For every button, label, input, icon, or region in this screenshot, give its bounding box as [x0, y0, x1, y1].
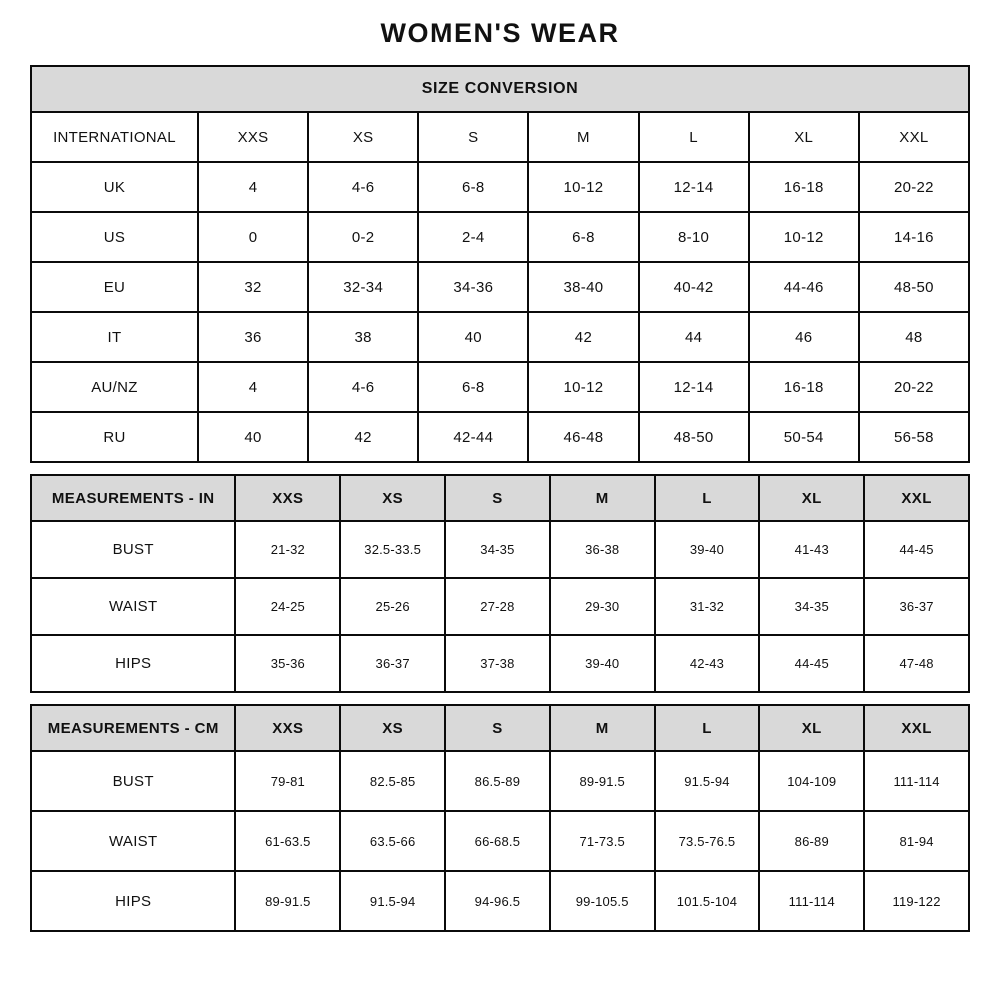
value-cell: 34-36	[418, 262, 528, 312]
value-cell: 81-94	[864, 811, 969, 871]
row-label: US	[31, 212, 198, 262]
column-header-xxl: XXL	[859, 112, 969, 162]
table-row	[31, 521, 969, 578]
value-cell: 34-35	[445, 521, 550, 578]
value-cell: 38	[308, 312, 418, 362]
value-cell: 48-50	[639, 412, 749, 462]
column-header-xl: XL	[759, 475, 864, 521]
value-cell: 86.5-89	[445, 751, 550, 811]
value-cell: 10-12	[749, 212, 859, 262]
value-cell: 104-109	[759, 751, 864, 811]
table-row	[31, 635, 969, 692]
value-cell: 73.5-76.5	[655, 811, 760, 871]
row-label: HIPS	[31, 871, 235, 931]
value-cell: 32	[198, 262, 308, 312]
measurements-cm-header-row	[31, 705, 969, 751]
table-row	[31, 811, 969, 871]
value-cell: 32.5-33.5	[340, 521, 445, 578]
row-label: AU/NZ	[31, 362, 198, 412]
column-header-xs: XS	[340, 705, 445, 751]
value-cell: 47-48	[864, 635, 969, 692]
value-cell: 32-34	[308, 262, 418, 312]
value-cell: 31-32	[655, 578, 760, 635]
value-cell: 10-12	[528, 162, 638, 212]
value-cell: 36-37	[864, 578, 969, 635]
value-cell: 40	[198, 412, 308, 462]
size-conversion-table	[30, 65, 970, 463]
column-header-xl: XL	[759, 705, 864, 751]
value-cell: 35-36	[235, 635, 340, 692]
value-cell: 29-30	[550, 578, 655, 635]
column-header-xxl: XXL	[864, 475, 969, 521]
value-cell: 10-12	[528, 362, 638, 412]
value-cell: 66-68.5	[445, 811, 550, 871]
table-row	[31, 751, 969, 811]
value-cell: 48-50	[859, 262, 969, 312]
value-cell: 0-2	[308, 212, 418, 262]
value-cell: 119-122	[864, 871, 969, 931]
value-cell: 89-91.5	[550, 751, 655, 811]
value-cell: 42-43	[655, 635, 760, 692]
value-cell: 6-8	[528, 212, 638, 262]
value-cell: 46-48	[528, 412, 638, 462]
value-cell: 42-44	[418, 412, 528, 462]
value-cell: 25-26	[340, 578, 445, 635]
value-cell: 4-6	[308, 162, 418, 212]
value-cell: 86-89	[759, 811, 864, 871]
value-cell: 41-43	[759, 521, 864, 578]
value-cell: 101.5-104	[655, 871, 760, 931]
value-cell: 27-28	[445, 578, 550, 635]
value-cell: 99-105.5	[550, 871, 655, 931]
measurements-cm-table	[30, 704, 970, 932]
value-cell: 40-42	[639, 262, 749, 312]
column-header-s: S	[445, 475, 550, 521]
table-row	[31, 312, 969, 362]
row-label: UK	[31, 162, 198, 212]
value-cell: 6-8	[418, 362, 528, 412]
value-cell: 4	[198, 362, 308, 412]
value-cell: 44-45	[759, 635, 864, 692]
size-conversion-banner-row	[31, 66, 969, 112]
value-cell: 4-6	[308, 362, 418, 412]
value-cell: 12-14	[639, 362, 749, 412]
value-cell: 111-114	[864, 751, 969, 811]
value-cell: 91.5-94	[340, 871, 445, 931]
column-header-s: S	[445, 705, 550, 751]
value-cell: 38-40	[528, 262, 638, 312]
row-label: WAIST	[31, 578, 235, 635]
value-cell: 21-32	[235, 521, 340, 578]
value-cell: 42	[308, 412, 418, 462]
value-cell: 20-22	[859, 162, 969, 212]
column-header-xxs: XXS	[235, 475, 340, 521]
value-cell: 42	[528, 312, 638, 362]
table-row	[31, 162, 969, 212]
value-cell: 2-4	[418, 212, 528, 262]
value-cell: 16-18	[749, 362, 859, 412]
measurements-in-header-label: MEASUREMENTS - IN	[31, 475, 235, 521]
row-label: IT	[31, 312, 198, 362]
row-label: RU	[31, 412, 198, 462]
row-label: EU	[31, 262, 198, 312]
value-cell: 48	[859, 312, 969, 362]
value-cell: 63.5-66	[340, 811, 445, 871]
value-cell: 61-63.5	[235, 811, 340, 871]
row-label: BUST	[31, 751, 235, 811]
size-conversion-header-row	[31, 112, 969, 162]
value-cell: 44-45	[864, 521, 969, 578]
value-cell: 8-10	[639, 212, 749, 262]
table-row	[31, 262, 969, 312]
value-cell: 36-38	[550, 521, 655, 578]
row-label: BUST	[31, 521, 235, 578]
column-header-l: L	[655, 475, 760, 521]
column-header-m: M	[550, 475, 655, 521]
row-label: HIPS	[31, 635, 235, 692]
measurements-cm-header-label: MEASUREMENTS - CM	[31, 705, 235, 751]
table-row	[31, 578, 969, 635]
value-cell: 40	[418, 312, 528, 362]
value-cell: 50-54	[749, 412, 859, 462]
value-cell: 24-25	[235, 578, 340, 635]
column-header-xxl: XXL	[864, 705, 969, 751]
value-cell: 111-114	[759, 871, 864, 931]
value-cell: 36-37	[340, 635, 445, 692]
column-header-xxs: XXS	[198, 112, 308, 162]
value-cell: 91.5-94	[655, 751, 760, 811]
value-cell: 6-8	[418, 162, 528, 212]
column-header-xxs: XXS	[235, 705, 340, 751]
value-cell: 34-35	[759, 578, 864, 635]
column-header-xs: XS	[340, 475, 445, 521]
row-label: WAIST	[31, 811, 235, 871]
column-header-m: M	[528, 112, 638, 162]
column-header-xs: XS	[308, 112, 418, 162]
table-row	[31, 362, 969, 412]
value-cell: 4	[198, 162, 308, 212]
value-cell: 16-18	[749, 162, 859, 212]
value-cell: 44	[639, 312, 749, 362]
value-cell: 20-22	[859, 362, 969, 412]
value-cell: 82.5-85	[340, 751, 445, 811]
column-header-l: L	[655, 705, 760, 751]
size-conversion-banner: SIZE CONVERSION	[31, 66, 969, 112]
value-cell: 89-91.5	[235, 871, 340, 931]
measurements-in-header-row	[31, 475, 969, 521]
value-cell: 37-38	[445, 635, 550, 692]
table-row	[31, 212, 969, 262]
page-title: WOMEN'S WEAR	[380, 18, 620, 48]
value-cell: 46	[749, 312, 859, 362]
size-conversion-header-label: INTERNATIONAL	[31, 112, 198, 162]
column-header-l: L	[639, 112, 749, 162]
value-cell: 39-40	[655, 521, 760, 578]
value-cell: 94-96.5	[445, 871, 550, 931]
value-cell: 79-81	[235, 751, 340, 811]
value-cell: 12-14	[639, 162, 749, 212]
value-cell: 36	[198, 312, 308, 362]
value-cell: 39-40	[550, 635, 655, 692]
value-cell: 44-46	[749, 262, 859, 312]
column-header-m: M	[550, 705, 655, 751]
measurements-in-table	[30, 474, 970, 693]
column-header-xl: XL	[749, 112, 859, 162]
table-row	[31, 871, 969, 931]
value-cell: 56-58	[859, 412, 969, 462]
value-cell: 14-16	[859, 212, 969, 262]
value-cell: 71-73.5	[550, 811, 655, 871]
table-row	[31, 412, 969, 462]
value-cell: 0	[198, 212, 308, 262]
column-header-s: S	[418, 112, 528, 162]
